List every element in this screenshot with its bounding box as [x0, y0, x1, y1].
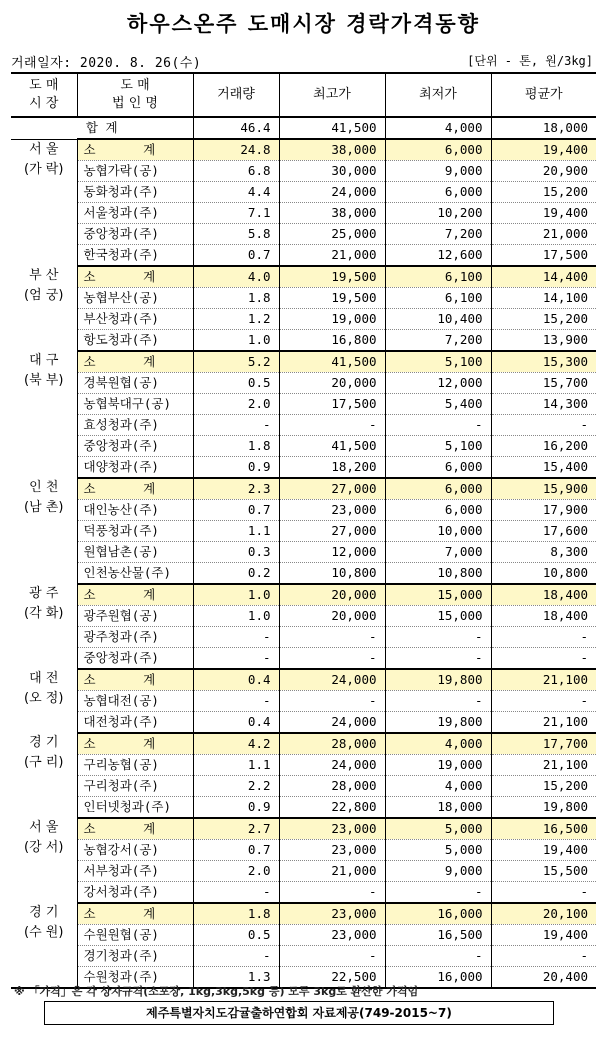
min-price-cell: 19,800 [385, 669, 491, 691]
avg-price-cell: 15,400 [491, 457, 596, 479]
total-volume: 46.4 [193, 117, 279, 139]
min-price-cell: 15,000 [385, 606, 491, 627]
avg-price-cell: 15,900 [491, 478, 596, 500]
volume-cell: 5.8 [193, 224, 279, 245]
company-name: 덕풍청과(주) [77, 521, 193, 542]
max-price-cell: 18,200 [279, 457, 385, 479]
volume-cell: 2.0 [193, 861, 279, 882]
avg-price-cell: 18,400 [491, 606, 596, 627]
company-name: 서울청과(주) [77, 203, 193, 224]
company-row [11, 309, 596, 330]
company-name: 중앙청과(주) [77, 224, 193, 245]
max-price-cell: 20,000 [279, 584, 385, 606]
company-row [11, 245, 596, 267]
avg-price-cell: - [491, 648, 596, 670]
source-box: 제주특별자치도감귤출하연합회 자료제공(749-2015~7) [44, 1001, 554, 1025]
market-name: 대 구 (북 부) [24, 353, 64, 388]
price-table [11, 72, 596, 989]
min-price-cell: 5,000 [385, 840, 491, 861]
company-row [11, 457, 596, 479]
company-row [11, 182, 596, 203]
avg-price-cell: 17,600 [491, 521, 596, 542]
avg-price-cell: 10,800 [491, 563, 596, 585]
company-name: 서부청과(주) [77, 861, 193, 882]
avg-price-cell: 14,100 [491, 288, 596, 309]
avg-price-cell: - [491, 415, 596, 436]
volume-cell: 0.9 [193, 457, 279, 479]
avg-price-cell: 19,800 [491, 797, 596, 819]
volume-cell: - [193, 946, 279, 967]
max-price-cell: 21,000 [279, 245, 385, 267]
max-price-cell: 41,500 [279, 351, 385, 373]
company-row [11, 394, 596, 415]
company-row [11, 946, 596, 967]
conversion-note: ※ 「가격」은 각 상자규격(소포장, 1kg,3kg,5kg 등) 모두 3kg로 환산한 가격임 [14, 985, 419, 998]
company-row [11, 712, 596, 734]
min-price-cell: 4,000 [385, 776, 491, 797]
company-row [11, 627, 596, 648]
avg-price-cell: 20,900 [491, 161, 596, 182]
volume-cell: 5.2 [193, 351, 279, 373]
header-min: 최저가 [385, 73, 491, 117]
volume-cell: 0.4 [193, 712, 279, 734]
company-row [11, 563, 596, 585]
max-price-cell: 23,000 [279, 925, 385, 946]
company-name: 구리농협(공) [77, 755, 193, 776]
subtotal-row [11, 266, 596, 288]
max-price-cell: 21,000 [279, 861, 385, 882]
avg-price-cell: 17,500 [491, 245, 596, 267]
company-row [11, 776, 596, 797]
volume-cell: 2.0 [193, 394, 279, 415]
max-price-cell: 25,000 [279, 224, 385, 245]
min-price-cell: 9,000 [385, 861, 491, 882]
volume-cell: 1.8 [193, 903, 279, 925]
company-name: 구리청과(주) [77, 776, 193, 797]
subtotal-row [11, 818, 596, 840]
unit-label: [단위 - 톤, 원/3kg] [467, 54, 593, 68]
company-row [11, 861, 596, 882]
volume-cell: 1.0 [193, 330, 279, 352]
max-price-cell: - [279, 648, 385, 670]
market-name: 인 천 (남 촌) [24, 480, 64, 515]
total-max: 41,500 [279, 117, 385, 139]
subtotal-row [11, 584, 596, 606]
company-row [11, 925, 596, 946]
market-name: 부 산 (엄 궁) [24, 268, 64, 303]
company-row [11, 500, 596, 521]
max-price-cell: 23,000 [279, 818, 385, 840]
min-price-cell: 10,200 [385, 203, 491, 224]
company-row [11, 224, 596, 245]
company-name: 광주청과(주) [77, 627, 193, 648]
min-price-cell: 7,200 [385, 330, 491, 352]
min-price-cell: 16,000 [385, 903, 491, 925]
avg-price-cell: 19,400 [491, 139, 596, 161]
company-name: 농협가락(공) [77, 161, 193, 182]
max-price-cell: 41,500 [279, 436, 385, 457]
company-name: 농협대전(공) [77, 691, 193, 712]
company-name: 수원청과(주) [77, 967, 193, 989]
volume-cell: 6.8 [193, 161, 279, 182]
volume-cell: 4.0 [193, 266, 279, 288]
volume-cell: - [193, 648, 279, 670]
min-price-cell: 5,000 [385, 818, 491, 840]
volume-cell: - [193, 882, 279, 904]
min-price-cell: 5,400 [385, 394, 491, 415]
avg-price-cell: 20,400 [491, 967, 596, 989]
company-name: 인천농산물(주) [77, 563, 193, 585]
min-price-cell: 6,000 [385, 182, 491, 203]
avg-price-cell: 16,200 [491, 436, 596, 457]
company-name: 중앙청과(주) [77, 648, 193, 670]
total-label: 합 계 [11, 117, 193, 139]
total-avg: 18,000 [491, 117, 596, 139]
min-price-cell: - [385, 415, 491, 436]
max-price-cell: 22,800 [279, 797, 385, 819]
avg-price-cell: 21,100 [491, 712, 596, 734]
avg-price-cell: 13,900 [491, 330, 596, 352]
min-price-cell: 6,000 [385, 478, 491, 500]
max-price-cell: - [279, 946, 385, 967]
avg-price-cell: 19,400 [491, 925, 596, 946]
max-price-cell: 38,000 [279, 203, 385, 224]
company-row [11, 373, 596, 394]
max-price-cell: 17,500 [279, 394, 385, 415]
max-price-cell: - [279, 627, 385, 648]
subtotal-row [11, 478, 596, 500]
max-price-cell: 27,000 [279, 521, 385, 542]
company-row [11, 288, 596, 309]
volume-cell: 0.2 [193, 563, 279, 585]
company-row [11, 521, 596, 542]
volume-cell: 0.7 [193, 500, 279, 521]
company-name: 소 계 [77, 139, 193, 161]
min-price-cell: 16,000 [385, 967, 491, 989]
max-price-cell: 20,000 [279, 606, 385, 627]
avg-price-cell: 15,200 [491, 776, 596, 797]
company-row [11, 542, 596, 563]
volume-cell: 1.3 [193, 967, 279, 989]
volume-cell: 0.9 [193, 797, 279, 819]
subtotal-row [11, 139, 596, 161]
market-name: 광 주 (각 화) [24, 586, 64, 621]
max-price-cell: 28,000 [279, 776, 385, 797]
company-row [11, 691, 596, 712]
company-name: 중앙청과(주) [77, 436, 193, 457]
volume-cell: 2.7 [193, 818, 279, 840]
max-price-cell: 20,000 [279, 373, 385, 394]
min-price-cell: 16,500 [385, 925, 491, 946]
avg-price-cell: 17,900 [491, 500, 596, 521]
volume-cell: 0.7 [193, 245, 279, 267]
company-row [11, 415, 596, 436]
volume-cell: 4.2 [193, 733, 279, 755]
volume-cell: - [193, 691, 279, 712]
company-name: 한국청과(주) [77, 245, 193, 267]
avg-price-cell: - [491, 946, 596, 967]
max-price-cell: 24,000 [279, 669, 385, 691]
max-price-cell: 27,000 [279, 478, 385, 500]
subtotal-row [11, 351, 596, 373]
min-price-cell: 9,000 [385, 161, 491, 182]
volume-cell: 1.8 [193, 436, 279, 457]
company-name: 경기청과(주) [77, 946, 193, 967]
company-name: 경북원협(공) [77, 373, 193, 394]
company-name: 소 계 [77, 903, 193, 925]
min-price-cell: 18,000 [385, 797, 491, 819]
company-row [11, 203, 596, 224]
min-price-cell: 4,000 [385, 733, 491, 755]
header-volume: 거래량 [193, 73, 279, 117]
min-price-cell: 6,000 [385, 139, 491, 161]
header-company: 도 매 법 인 명 [77, 73, 193, 117]
avg-price-cell: 21,000 [491, 224, 596, 245]
max-price-cell: 10,800 [279, 563, 385, 585]
avg-price-cell: - [491, 691, 596, 712]
max-price-cell: 22,500 [279, 967, 385, 989]
market-name: 서 울 (강 서) [24, 820, 64, 855]
company-name: 강서청과(주) [77, 882, 193, 904]
company-name: 수원원협(공) [77, 925, 193, 946]
company-row [11, 330, 596, 352]
avg-price-cell: 15,300 [491, 351, 596, 373]
min-price-cell: 12,600 [385, 245, 491, 267]
avg-price-cell: - [491, 882, 596, 904]
company-name: 대인농산(주) [77, 500, 193, 521]
volume-cell: 0.5 [193, 925, 279, 946]
max-price-cell: 19,500 [279, 288, 385, 309]
min-price-cell: 5,100 [385, 351, 491, 373]
avg-price-cell: - [491, 627, 596, 648]
company-name: 소 계 [77, 266, 193, 288]
company-name: 효성청과(주) [77, 415, 193, 436]
min-price-cell: - [385, 882, 491, 904]
header-row [11, 73, 596, 117]
max-price-cell: 38,000 [279, 139, 385, 161]
max-price-cell: 19,500 [279, 266, 385, 288]
min-price-cell: 7,200 [385, 224, 491, 245]
market-name: 대 전 (오 정) [24, 671, 64, 706]
company-name: 농협부산(공) [77, 288, 193, 309]
min-price-cell: 10,400 [385, 309, 491, 330]
volume-cell: 2.2 [193, 776, 279, 797]
company-row [11, 161, 596, 182]
volume-cell: 24.8 [193, 139, 279, 161]
subtotal-row [11, 669, 596, 691]
min-price-cell: 6,000 [385, 457, 491, 479]
total-row [11, 117, 596, 139]
page-title: 하우스온주 도매시장 경락가격동향 [127, 12, 480, 36]
company-row [11, 755, 596, 776]
avg-price-cell: 21,100 [491, 669, 596, 691]
company-name: 소 계 [77, 669, 193, 691]
company-name: 소 계 [77, 351, 193, 373]
min-price-cell: 5,100 [385, 436, 491, 457]
avg-price-cell: 15,500 [491, 861, 596, 882]
company-name: 소 계 [77, 478, 193, 500]
company-row [11, 606, 596, 627]
volume-cell: 1.0 [193, 584, 279, 606]
volume-cell: 1.1 [193, 755, 279, 776]
company-name: 농협북대구(공) [77, 394, 193, 415]
total-min: 4,000 [385, 117, 491, 139]
min-price-cell: 12,000 [385, 373, 491, 394]
min-price-cell: 19,000 [385, 755, 491, 776]
avg-price-cell: 20,100 [491, 903, 596, 925]
max-price-cell: 23,000 [279, 500, 385, 521]
volume-cell: 1.2 [193, 309, 279, 330]
company-row [11, 882, 596, 904]
header-market: 도 매 시 장 [11, 73, 77, 117]
max-price-cell: 23,000 [279, 903, 385, 925]
min-price-cell: 6,100 [385, 266, 491, 288]
company-name: 부산청과(주) [77, 309, 193, 330]
company-name: 원협남촌(공) [77, 542, 193, 563]
avg-price-cell: 15,200 [491, 309, 596, 330]
company-row [11, 797, 596, 819]
min-price-cell: 19,800 [385, 712, 491, 734]
company-name: 광주원협(공) [77, 606, 193, 627]
max-price-cell: - [279, 415, 385, 436]
avg-price-cell: 15,200 [491, 182, 596, 203]
max-price-cell: 24,000 [279, 755, 385, 776]
company-row [11, 648, 596, 670]
header-max: 최고가 [279, 73, 385, 117]
max-price-cell: 23,000 [279, 840, 385, 861]
subtotal-row [11, 733, 596, 755]
volume-cell: 1.0 [193, 606, 279, 627]
max-price-cell: 24,000 [279, 182, 385, 203]
min-price-cell: 7,000 [385, 542, 491, 563]
company-name: 인터넷청과(주) [77, 797, 193, 819]
min-price-cell: 6,000 [385, 500, 491, 521]
market-name: 경 기 (수 원) [24, 905, 64, 940]
company-name: 동화청과(주) [77, 182, 193, 203]
volume-cell: 4.4 [193, 182, 279, 203]
company-name: 소 계 [77, 818, 193, 840]
volume-cell: 0.7 [193, 840, 279, 861]
min-price-cell: - [385, 648, 491, 670]
company-name: 소 계 [77, 733, 193, 755]
min-price-cell: - [385, 691, 491, 712]
min-price-cell: - [385, 627, 491, 648]
min-price-cell: 10,000 [385, 521, 491, 542]
avg-price-cell: 14,300 [491, 394, 596, 415]
avg-price-cell: 16,500 [491, 818, 596, 840]
company-name: 항도청과(주) [77, 330, 193, 352]
avg-price-cell: 18,400 [491, 584, 596, 606]
trade-date: 거래일자: 2020. 8. 26(수) [11, 56, 202, 71]
max-price-cell: - [279, 691, 385, 712]
subtotal-row [11, 903, 596, 925]
volume-cell: 1.1 [193, 521, 279, 542]
avg-price-cell: 19,400 [491, 840, 596, 861]
max-price-cell: - [279, 882, 385, 904]
max-price-cell: 19,000 [279, 309, 385, 330]
company-name: 소 계 [77, 584, 193, 606]
market-name: 서 울 (가 락) [24, 141, 64, 177]
max-price-cell: 24,000 [279, 712, 385, 734]
volume-cell: 0.5 [193, 373, 279, 394]
volume-cell: 0.4 [193, 669, 279, 691]
company-name: 대양청과(주) [77, 457, 193, 479]
volume-cell: - [193, 415, 279, 436]
company-row [11, 840, 596, 861]
volume-cell: 1.8 [193, 288, 279, 309]
volume-cell: - [193, 627, 279, 648]
max-price-cell: 30,000 [279, 161, 385, 182]
avg-price-cell: 17,700 [491, 733, 596, 755]
min-price-cell: 6,100 [385, 288, 491, 309]
company-row [11, 436, 596, 457]
avg-price-cell: 8,300 [491, 542, 596, 563]
volume-cell: 2.3 [193, 478, 279, 500]
company-name: 농협강서(공) [77, 840, 193, 861]
avg-price-cell: 19,400 [491, 203, 596, 224]
min-price-cell: 10,800 [385, 563, 491, 585]
min-price-cell: - [385, 946, 491, 967]
avg-price-cell: 21,100 [491, 755, 596, 776]
market-name: 경 기 (구 리) [24, 735, 64, 770]
avg-price-cell: 14,400 [491, 266, 596, 288]
min-price-cell: 15,000 [385, 584, 491, 606]
avg-price-cell: 15,700 [491, 373, 596, 394]
volume-cell: 0.3 [193, 542, 279, 563]
max-price-cell: 28,000 [279, 733, 385, 755]
max-price-cell: 12,000 [279, 542, 385, 563]
company-name: 대전청과(주) [77, 712, 193, 734]
header-avg: 평균가 [491, 73, 596, 117]
max-price-cell: 16,800 [279, 330, 385, 352]
volume-cell: 7.1 [193, 203, 279, 224]
